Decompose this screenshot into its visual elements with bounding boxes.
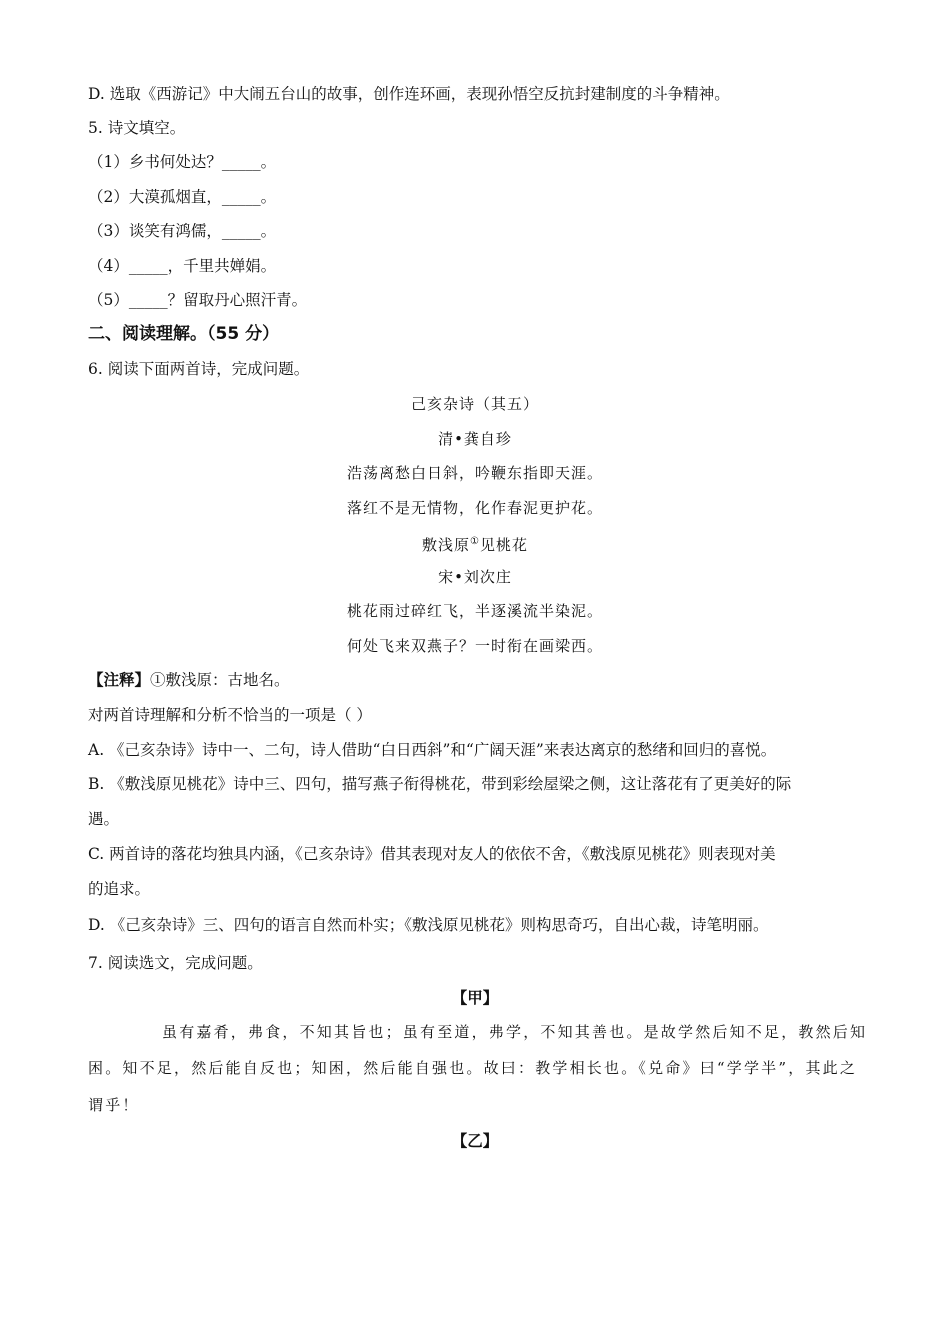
q6-stem: 对两首诗理解和分析不恰当的一项是（ ） <box>88 706 372 724</box>
poem1-author: 清•龚自珍 <box>438 430 512 448</box>
passage-jia-line-3: 谓乎！ <box>88 1096 140 1114</box>
q6-option-d: D. 《己亥杂诗》三、四句的语言自然而朴实；《敷浅原见桃花》则构思奇巧，自出心裁，诗笔明丽。 <box>88 916 769 934</box>
passage-jia-line-2: 困。知不足，然后能自反也；知困，然后能自强也。故曰：教学相长也。《兑命》曰“学学半”，其此之 <box>88 1059 858 1077</box>
q6-title: 6. 阅读下面两首诗，完成问题。 <box>88 360 310 378</box>
poem2-title <box>0 531 950 556</box>
poem2-title-part-b: 见桃花 <box>479 536 528 554</box>
annotation-label: 【注释】 <box>88 670 151 689</box>
q4-option-d: D. 选取《西游记》中大闹五台山的故事，创作连环画，表现孙悟空反抗封建制度的斗争精神。 <box>88 85 730 103</box>
passage-jia-line-1: 虽有嘉肴，弗食，不知其旨也；虽有至道，弗学，不知其善也。是故学然后知不足，教然后知 <box>162 1023 868 1041</box>
poem2-line-1: 桃花雨过碎红飞，半逐溪流半染泥。 <box>346 602 603 620</box>
poem2-author: 宋•刘次庄 <box>438 568 512 586</box>
poem2-title-part-a: 敷浅原 <box>422 536 471 554</box>
q6-option-b-line-2: 遇。 <box>88 810 120 828</box>
q6-option-b-line-1: B. 《敷浅原见桃花》诗中三、四句，描写燕子衔得桃花，带到彩绘屋梁之侧，这让落花有了更美好的际 <box>88 775 792 793</box>
q6-option-c-line-2: 的追求。 <box>88 880 151 898</box>
q5-item-1: （1）乡书何处达？_____。 <box>88 153 277 171</box>
q6-option-a: A. 《己亥杂诗》诗中一、二句，诗人借助“白日西斜”和“广阔天涯”来表达离京的愁绪和回归的喜悦。 <box>88 741 777 759</box>
q6-option-c-line-1: C. 两首诗的落花均独具内涵，《己亥杂诗》借其表现对友人的依依不舍，《敷浅原见桃花》则表现对美 <box>88 845 776 863</box>
annotation-text: ①敷浅原：古地名。 <box>150 671 290 689</box>
q5-item-2: （2）大漠孤烟直，_____。 <box>88 188 277 206</box>
q5-item-4: （4）_____，千里共婵娟。 <box>88 257 277 275</box>
passage-jia-heading: 【甲】 <box>451 988 499 1007</box>
q5-item-3: （3）谈笑有鸿儒，_____。 <box>88 222 277 240</box>
poem1-title: 己亥杂诗（其五） <box>410 395 539 413</box>
poem2-line-2: 何处飞来双燕子？一时衔在画梁西。 <box>346 637 603 655</box>
footnote-marker: ① <box>470 536 480 547</box>
annotation <box>88 669 870 691</box>
poem1-line-1: 浩荡离愁白日斜，吟鞭东指即天涯。 <box>346 464 603 482</box>
q5-item-5: （5）_____？留取丹心照汗青。 <box>88 291 308 309</box>
q7-title: 7. 阅读选文，完成问题。 <box>88 954 263 972</box>
passage-yi-heading: 【乙】 <box>451 1131 499 1150</box>
q5-title: 5. 诗文填空。 <box>88 119 186 137</box>
poem1-line-2: 落红不是无情物，化作春泥更护花。 <box>346 499 603 517</box>
section-heading: 二、阅读理解。（55 分） <box>88 324 280 344</box>
